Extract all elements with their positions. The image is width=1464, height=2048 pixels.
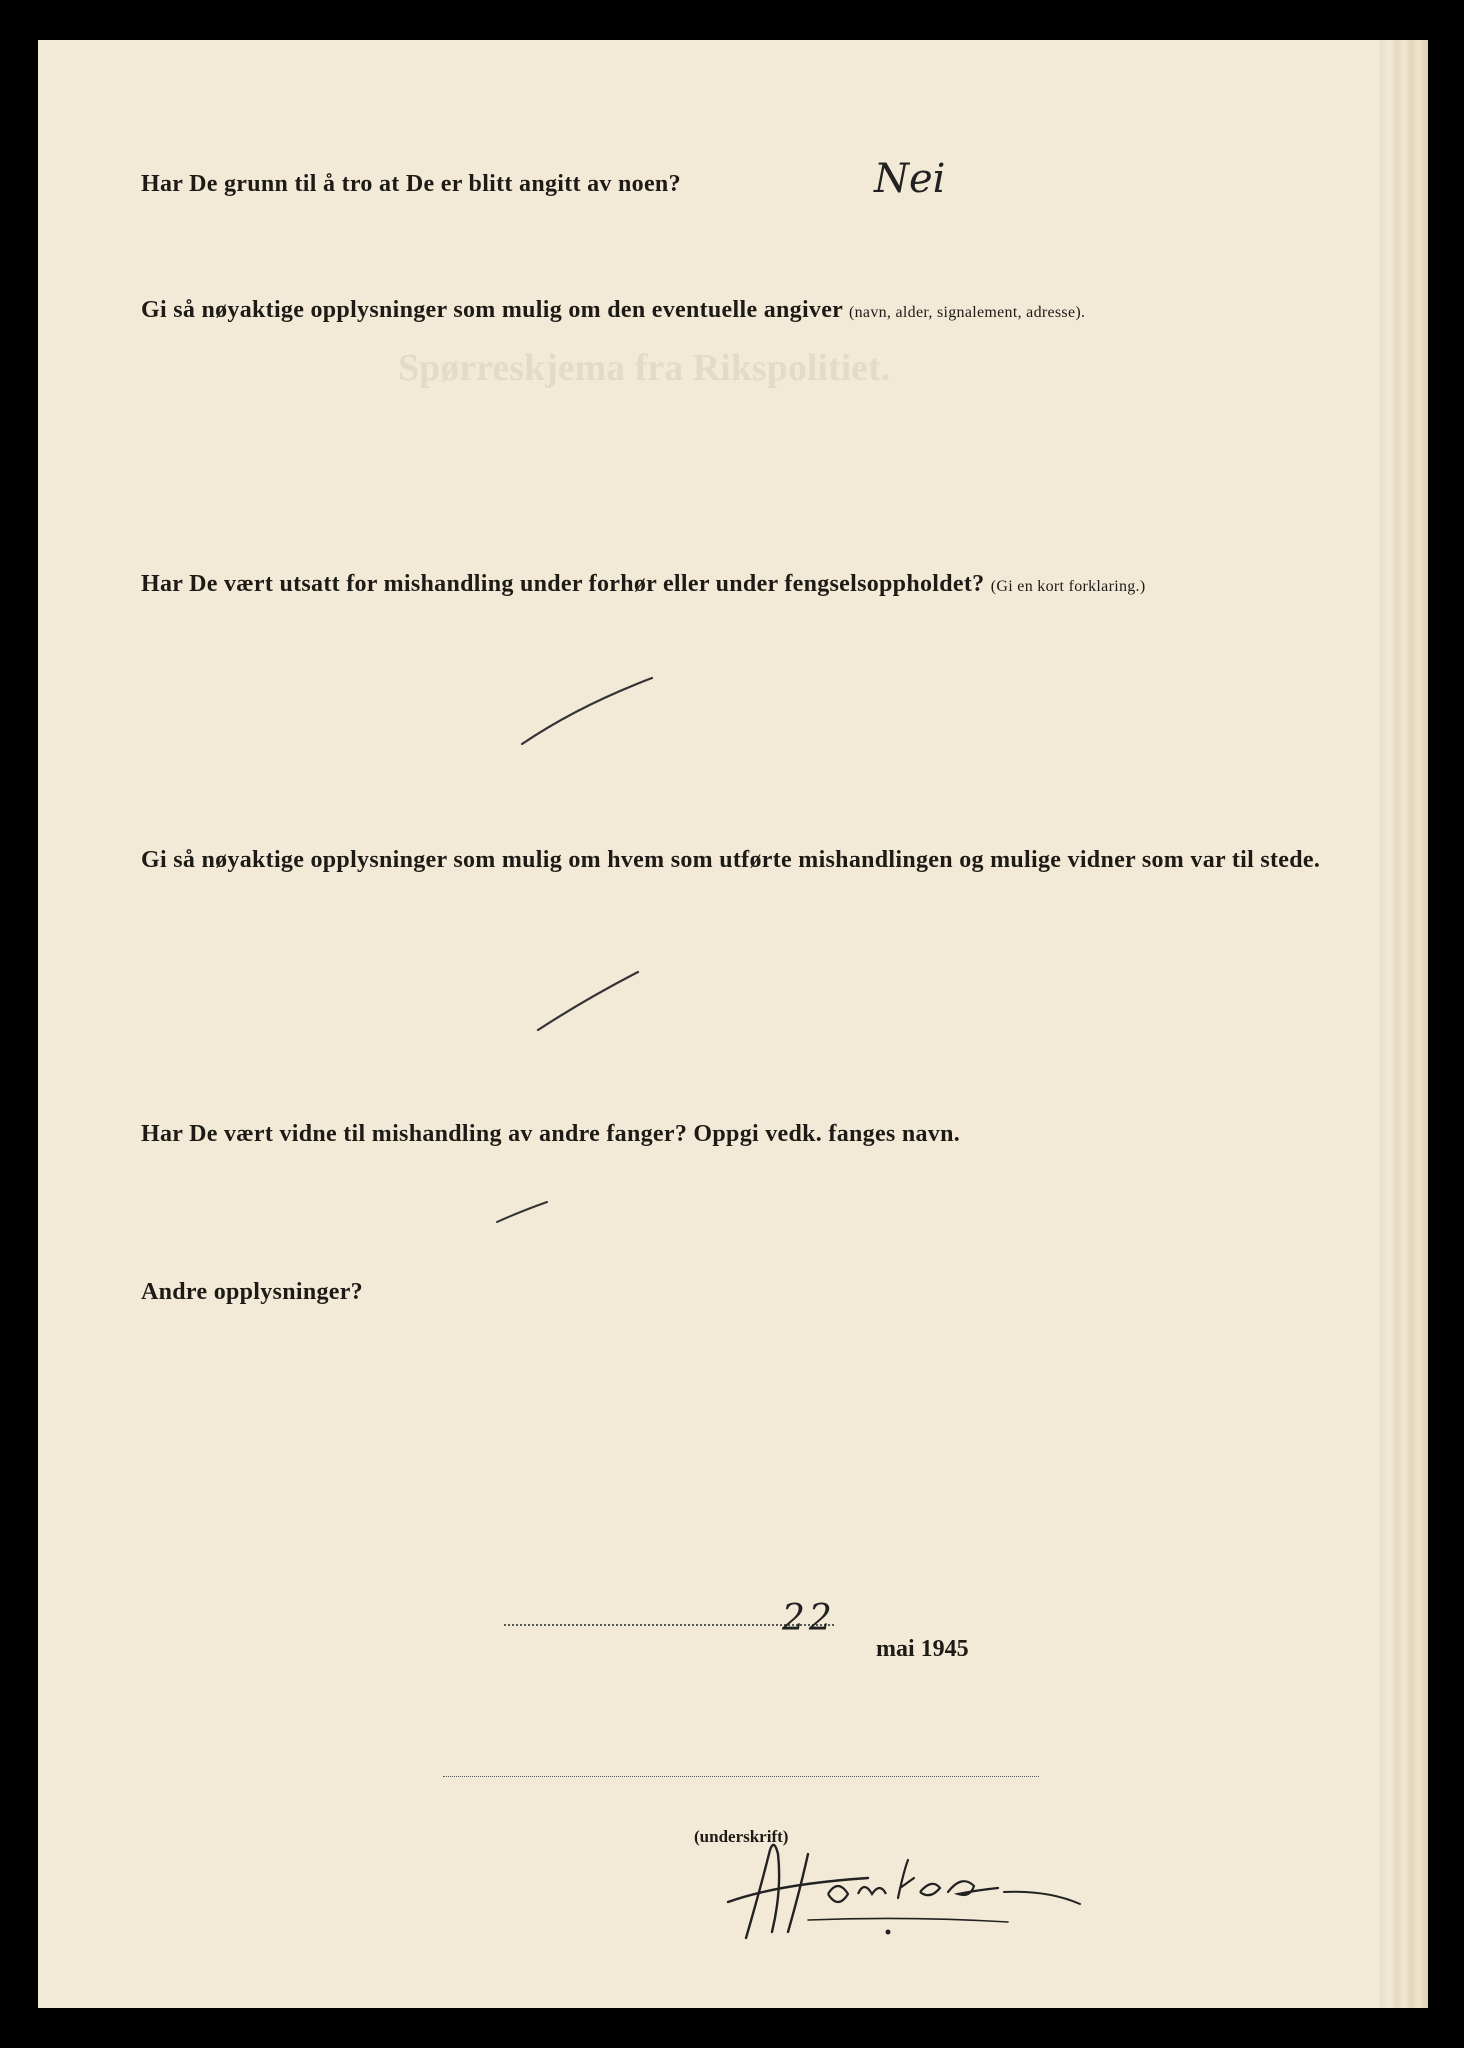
question-2-text: Gi så nøyaktige opplysninger som mulig om den eventuelle angiver <box>141 297 843 323</box>
date-suffix: mai 1945 <box>876 1636 969 1662</box>
date-day-handwritten: 22 <box>782 1598 836 1639</box>
question-1 <box>141 166 681 202</box>
question-3-text: Har De vært utsatt for mishandling under forhør eller under fengselsoppholdet? <box>141 571 985 597</box>
signature-label: (underskrift) <box>694 1827 789 1846</box>
question-5 <box>141 1116 960 1152</box>
answer-3-dash-stroke <box>518 670 658 750</box>
question-6-text: Andre opplysninger? <box>141 1279 363 1305</box>
bleed-through-title: Spørreskjema fra Rikspolitiet. <box>398 347 891 389</box>
signature-dotted-line <box>443 1776 1039 1777</box>
answer-5-dash-stroke <box>493 1198 553 1228</box>
stacked-page-edges <box>1380 40 1428 2008</box>
question-1-text: Har De grunn til å tro at De er blitt angitt av noen? <box>141 171 681 197</box>
answer-1-handwritten: Nei <box>874 156 946 202</box>
document-page <box>38 40 1428 2008</box>
question-2 <box>141 292 1085 331</box>
question-5-text: Har De vært vidne til mishandling av andre fanger? Oppgi vedk. fanges navn. <box>141 1121 961 1147</box>
question-6 <box>141 1274 363 1310</box>
question-2-note: (navn, alder, signalement, adresse). <box>849 304 1086 321</box>
question-3 <box>141 566 1145 605</box>
question-3-note: (Gi en kort forklaring.) <box>990 578 1146 595</box>
question-4 <box>141 842 1387 878</box>
answer-4-dash-stroke <box>534 966 644 1036</box>
question-4-text: Gi så nøyaktige opplysninger som mulig om hvem som utførte mishandlingen og mulige vidner som var til stede. <box>141 847 1321 873</box>
handwritten-signature <box>708 1820 1108 1950</box>
